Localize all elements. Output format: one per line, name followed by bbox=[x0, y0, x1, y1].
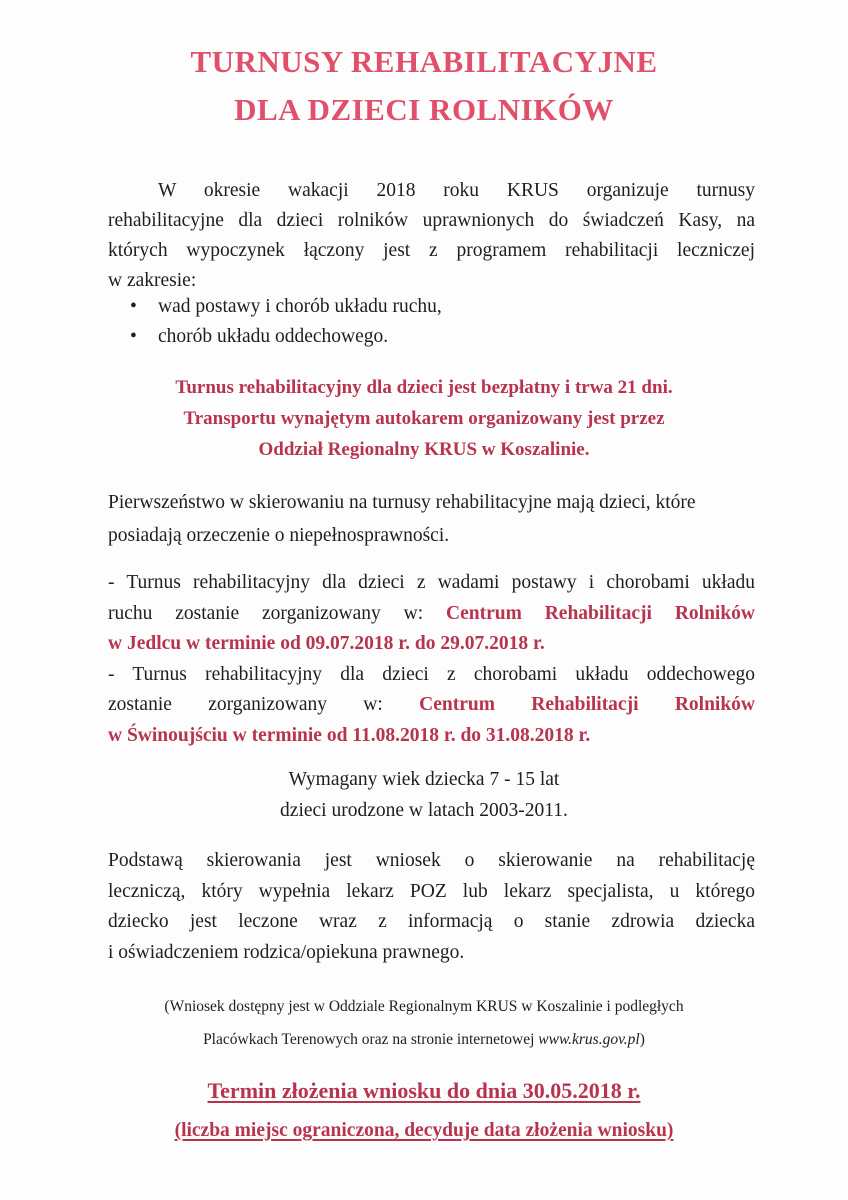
cycle-text: ruchu zostanie zorganizowany w: bbox=[108, 602, 424, 624]
intro-line: W okresie wakacji 2018 roku KRUS organizuje turnusy bbox=[158, 180, 755, 201]
priority-paragraph bbox=[108, 486, 758, 552]
priority-line: Pierwszeństwo w skierowaniu na turnusy rehabilitacyjne mają dzieci, które bbox=[108, 492, 696, 513]
cycle-location: Centrum Rehabilitacji Rolników bbox=[419, 694, 756, 715]
note-line: (Wniosek dostępny jest w Oddziale Regionalnym KRUS w Koszalinie i podległych bbox=[164, 998, 684, 1015]
basis-paragraph bbox=[108, 846, 755, 968]
intro-line: których wypoczynek łączony jest z programem rehabilitacji leczniczej bbox=[108, 240, 755, 261]
cycles-section bbox=[108, 568, 755, 751]
cycle-dates: w Jedlcu w terminie od 09.07.2018 r. do 29.07.2018 r. bbox=[108, 633, 545, 654]
deadline-subline bbox=[0, 1120, 848, 1142]
priority-line: posiadają orzeczenie o niepełnosprawności. bbox=[108, 525, 450, 546]
availability-note bbox=[0, 990, 848, 1056]
bullet-icon: • bbox=[130, 296, 137, 317]
deadline-line bbox=[0, 1078, 848, 1104]
basis-line: leczniczą, który wypełnia lekarz POZ lub lekarz specjalista, u którego bbox=[108, 880, 755, 902]
website-link[interactable]: www.krus.gov.pl bbox=[538, 1031, 640, 1048]
title-line-2: DLA DZIECI ROLNIKÓW bbox=[234, 92, 614, 127]
basis-line: i oświadczeniem rodzica/opiekuna prawnego. bbox=[108, 941, 465, 963]
basis-line: Podstawą skierowania jest wniosek o skierowanie na rehabilitację bbox=[108, 850, 755, 871]
deadline-subtext: (liczba miejsc ograniczona, decyduje data złożenia wniosku) bbox=[174, 1120, 674, 1141]
age-line: dzieci urodzone w latach 2003-2011. bbox=[280, 800, 568, 821]
scope-list bbox=[128, 292, 442, 352]
cycle-line: - Turnus rehabilitacyjny dla dzieci z wadami postawy i chorobami układu bbox=[108, 572, 755, 593]
list-item-text: wad postawy i chorób układu ruchu, bbox=[158, 296, 442, 317]
cycle-item-musculoskeletal bbox=[108, 568, 755, 660]
title-line-1: TURNUSY REHABILITACYJNE bbox=[190, 44, 658, 79]
note-text: ) bbox=[639, 1031, 645, 1048]
deadline-text: Termin złożenia wniosku do dnia 30.05.2018 r. bbox=[207, 1078, 641, 1103]
cycle-item-respiratory bbox=[108, 660, 755, 752]
basis-line: dziecko jest leczone wraz z informacją o stanie zdrowia dziecka bbox=[108, 911, 755, 932]
note-line bbox=[0, 1023, 848, 1056]
cycle-location: Centrum Rehabilitacji Rolników bbox=[446, 602, 756, 624]
list-item bbox=[128, 322, 442, 352]
bullet-icon: • bbox=[130, 326, 137, 347]
free-cycle-notice bbox=[0, 372, 848, 465]
note-text: Placówkach Terenowych oraz na stronie internetowej bbox=[203, 1031, 535, 1048]
cycle-dates: w Świnoujściu w terminie od 11.08.2018 r. do 31.08.2018 r. bbox=[108, 724, 591, 746]
list-item bbox=[128, 292, 442, 322]
cycle-line bbox=[108, 599, 755, 630]
age-line: Wymagany wiek dziecka 7 - 15 lat bbox=[288, 769, 560, 790]
cycle-text: zostanie zorganizowany w: bbox=[108, 694, 383, 715]
cycle-line: - Turnus rehabilitacyjny dla dzieci z chorobami układu oddechowego bbox=[108, 663, 755, 685]
notice-line: Oddział Regionalny KRUS w Koszalinie. bbox=[258, 439, 590, 460]
notice-line: Turnus rehabilitacyjny dla dzieci jest bezpłatny i trwa 21 dni. bbox=[175, 377, 673, 398]
list-item-text: chorób układu oddechowego. bbox=[158, 326, 389, 347]
intro-line: rehabilitacyjne dla dzieci rolników uprawnionych do świadczeń Kasy, na bbox=[108, 210, 755, 231]
cycle-line bbox=[108, 690, 755, 721]
notice-line: Transportu wynajętym autokarem organizowany jest przez bbox=[183, 408, 665, 429]
intro-line: w zakresie: bbox=[108, 270, 197, 291]
intro-paragraph bbox=[108, 176, 755, 296]
age-requirement bbox=[0, 764, 848, 826]
